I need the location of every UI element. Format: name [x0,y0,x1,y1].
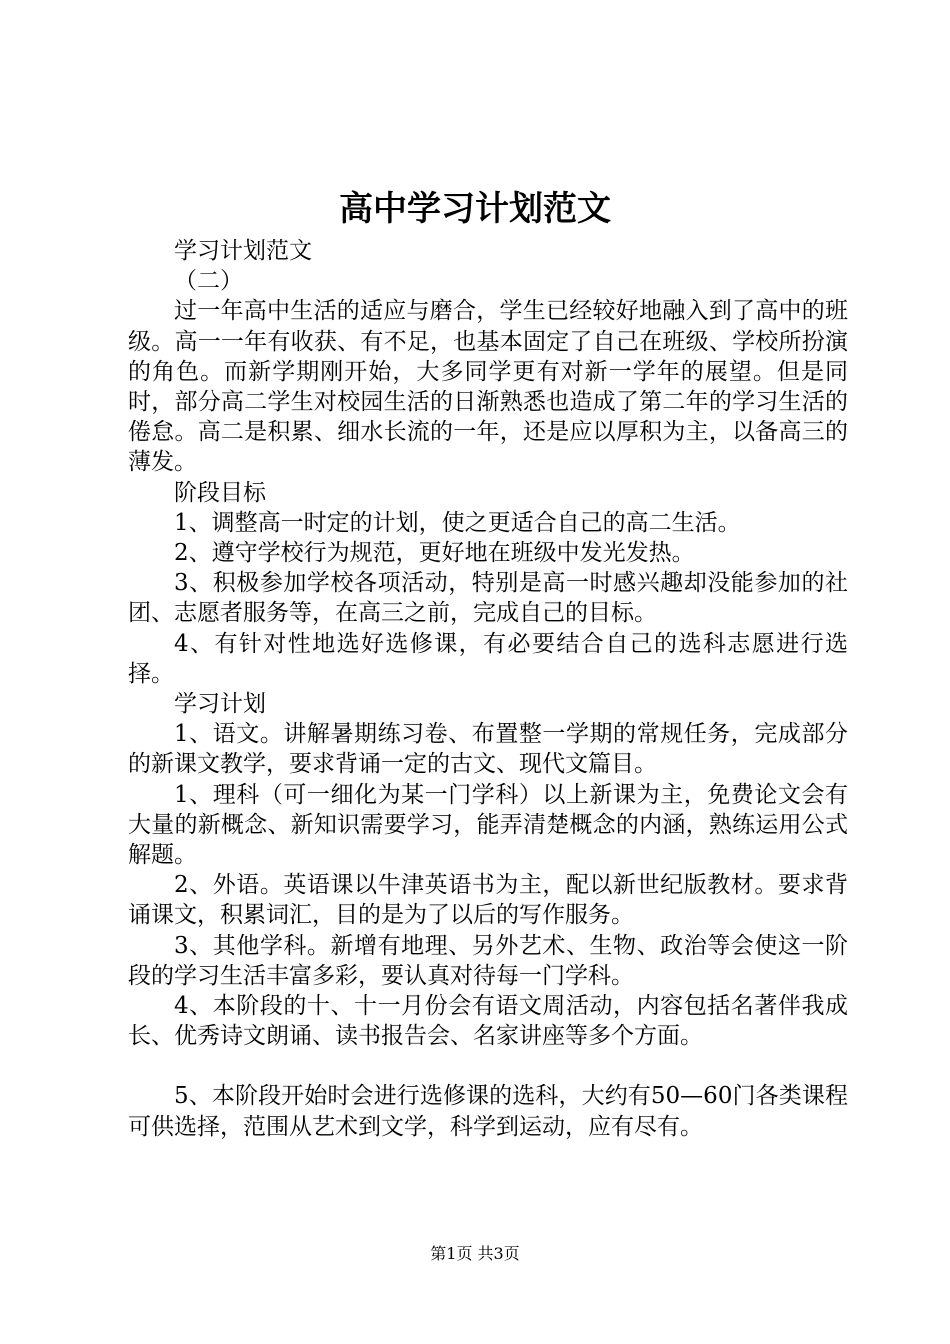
plan-item: 5、本阶段开始时会进行选修课的选科，大约有50—60门各类课程可供选择，范围从艺术到文学，科学到运动，应有尽有。 [128,1083,848,1140]
goal-item: 1、调整高一时定的计划，使之更适合自己的高二生活。 [174,509,741,536]
page-footer: 第1页 共3页 [430,1244,520,1263]
plan-item: 3、其他学科。新增有地理、另外艺术、生物、政治等会使这一阶段的学习生活丰富多彩，要认真对待每一门学科。 [128,932,848,989]
plan-item: 1、语文。讲解暑期练习卷、布置整一学期的常规任务，完成部分的新课文教学，要求背诵一定的古文、现代文篇目。 [128,721,848,778]
paragraph-spacer [128,1051,848,1081]
paragraph-intro: 过一年高中生活的适应与磨合，学生已经较好地融入到了高中的班级。高一一年有收获、有不足，也基本固定了自己在班级、学校所扮演的角色。而新学期刚开始，大多同学更有对新一学年的展望。但是同时，部分高二学生对校园生活的日渐熟悉也造成了第二年的学习生活的倦怠。高二是积累、细水长流的一年，还是应以厚积为主，以备高三的薄发。 [128,298,848,476]
goal-item: 3、积极参加学校各项活动，特别是高一时感兴趣却没能参加的社团、志愿者服务等，在高三之前，完成自己的目标。 [128,570,848,627]
plan-item: 2、外语。英语课以牛津英语书为主，配以新世纪版教材。要求背诵课文，积累词汇，目的是为了以后的写作服务。 [128,872,848,929]
paragraph-heading: 学习计划范文 [174,238,312,264]
document-title: 高中学习计划范文 [339,189,611,229]
goal-item: 2、遵守学校行为规范，更好地在班级中发光发热。 [174,540,695,567]
document-body [128,236,848,1142]
section-heading-plan: 学习计划 [174,691,266,718]
goal-item: 4、有针对性地选好选修课，有必要结合自己的选科志愿进行选择。 [128,630,848,687]
paragraph-section-number: （二） [174,268,243,295]
plan-item: 1、理科（可一细化为某一门学科）以上新课为主，免费论文会有大量的新概念、新知识需要学习，能弄清楚概念的内涵，熟练运用公式解题。 [128,781,848,869]
section-heading-goals: 阶段目标 [174,479,266,506]
plan-item: 4、本阶段的十、十一月份会有语文周活动，内容包括名著伴我成长、优秀诗文朗诵、读书报告会、名家讲座等多个方面。 [128,993,848,1050]
